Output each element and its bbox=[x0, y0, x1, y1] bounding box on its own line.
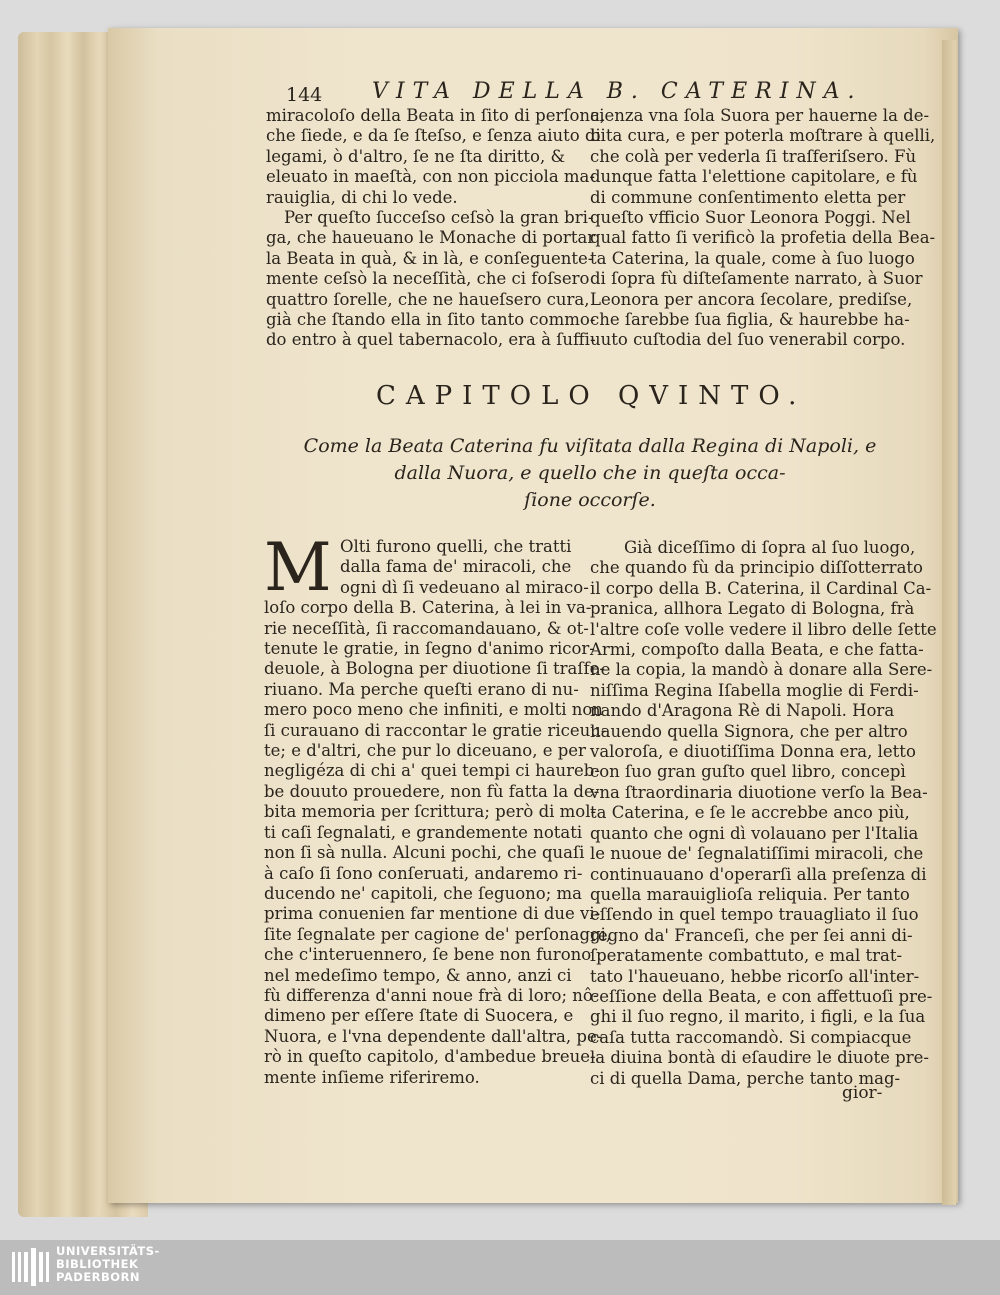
text-line: mero poco meno che infiniti, e molti non bbox=[264, 700, 603, 720]
text-line: la diuina bontà di eſaudire le diuote pre- bbox=[590, 1048, 929, 1068]
text-line: di commune conſentimento eletta per bbox=[590, 187, 906, 207]
text-line: legami, ò d'altro, ſe ne ſta diritto, & bbox=[266, 146, 566, 166]
library-name-line: PADERBORN bbox=[56, 1270, 141, 1284]
chapter-subtitle bbox=[270, 433, 910, 514]
text-line: regno da' Franceſi, che per ſei anni di- bbox=[590, 925, 913, 945]
top-left-column bbox=[266, 106, 606, 351]
text-line: niſſima Regina Iſabella moglie di Ferdi- bbox=[590, 680, 919, 700]
catchword: gior- bbox=[842, 1083, 883, 1103]
text-line: mente ceſsò la neceſſità, che ci foſsero bbox=[266, 269, 590, 289]
text-line: dalla fama de' miracoli, che bbox=[340, 557, 572, 577]
text-line: rauiglia, di chi lo vede. bbox=[266, 187, 458, 207]
top-right-column bbox=[590, 106, 936, 351]
text-line: mente inſieme riferiremo. bbox=[264, 1067, 480, 1087]
library-name-line: UNIVERSITÄTS- bbox=[56, 1244, 160, 1258]
text-line: rie neceſſità, ſi raccomandauano, & ot- bbox=[264, 618, 589, 638]
text-line: ſperatamente combattuto, e mal trat- bbox=[590, 946, 903, 966]
text-line: con ſuo gran guſto quel libro, concepì bbox=[590, 762, 906, 782]
text-line: ta Caterina, la quale, come à ſuo luogo bbox=[590, 248, 915, 268]
bottom-right-column bbox=[590, 538, 937, 1089]
book-gutter bbox=[942, 40, 956, 1205]
text-line: dimeno per eſſere ſtate di Suocera, e bbox=[264, 1006, 574, 1026]
text-line: nel medeſimo tempo, & anno, anzi ci bbox=[264, 965, 572, 985]
text-line: nando d'Aragona Rè di Napoli. Hora bbox=[590, 701, 895, 721]
text-line: ghi il ſuo regno, il marito, i figli, e la ſua bbox=[590, 1007, 926, 1027]
text-line: quella marauiglioſa reliquia. Per tanto bbox=[590, 884, 910, 904]
text-line: do entro à quel tabernacolo, era à ſuffi- bbox=[266, 330, 596, 350]
text-line: deuole, à Bologna per diuotione ſi traſfe- bbox=[264, 659, 605, 679]
subtitle-line: Come la Beata Caterina fu viſitata dalla Regina di Napoli, e bbox=[303, 435, 877, 457]
chapter-title: CAPITOLO QVINTO. bbox=[376, 381, 807, 411]
text-line: tato l'haueuano, hebbe ricorſo all'inter- bbox=[590, 966, 920, 986]
text-line: ſite ſegnalate per cagione de' perſonaggi, bbox=[264, 924, 612, 944]
text-line: che c'interuennero, ſe bene non furono bbox=[264, 945, 592, 965]
text-line: Per queſto ſucceſso ceſsò la gran bri- bbox=[284, 208, 594, 228]
text-line: Armi, compoſto dalla Beata, e che fatta- bbox=[590, 640, 924, 660]
text-line: le nuoue de' ſegnalatiſſimi miracoli, che bbox=[590, 844, 924, 864]
library-footer bbox=[0, 1240, 1000, 1295]
text-line: loſo corpo della B. Caterina, à lei in va- bbox=[264, 598, 592, 618]
text-line: ga, che haueuano le Monache di portar bbox=[266, 228, 596, 248]
text-line: ne la copia, la mandò à donare alla Sere- bbox=[590, 660, 933, 680]
text-line: qual fatto ſi verificò la profetia della Bea- bbox=[590, 228, 936, 248]
text-line: Leonora per ancora ſecolare, prediſse, bbox=[590, 289, 913, 309]
text-line: queſto vfficio Suor Leonora Poggi. Nel bbox=[590, 208, 911, 228]
text-line: be douuto prouedere, non fù fatta la de- bbox=[264, 781, 600, 801]
text-line: Olti furono quelli, che tratti bbox=[340, 537, 572, 556]
text-line: caſa tutta raccomandò. Si compiacque bbox=[590, 1027, 912, 1047]
text-line: miracoloſo della Beata in ſito di perſona, bbox=[266, 106, 606, 125]
text-line: di ſopra fù diſteſamente narrato, à Suor bbox=[590, 269, 923, 289]
text-line: te; e d'altri, che pur lo diceuano, e per bbox=[264, 741, 586, 761]
text-line: quanto che ogni dì volauano per l'Italia bbox=[590, 823, 919, 843]
text-line: la Beata in quà, & in là, e conſeguente- bbox=[266, 248, 594, 268]
text-line: ti caſi ſegnalati, e grandemente notati bbox=[264, 822, 583, 842]
text-line: che colà per vederla ſi traſferiſsero. Fù bbox=[590, 146, 917, 166]
text-line: negligéza di chi a' quei tempi ci haureb- bbox=[264, 761, 600, 781]
text-line: ta Caterina, e ſe le accrebbe anco più, bbox=[590, 803, 910, 823]
text-line: cienza vna ſola Suora per hauerne la de- bbox=[590, 106, 930, 125]
text-line: pranica, allhora Legato di Bologna, frà bbox=[590, 599, 915, 619]
subtitle-line: dalla Nuora, e quello che in queſta occa- bbox=[394, 462, 786, 484]
library-logo-icon bbox=[12, 1248, 52, 1286]
text-line: Già diceſſimo di ſopra al ſuo luogo, bbox=[624, 538, 916, 557]
page-number: 144 bbox=[286, 84, 323, 106]
text-line: che ſiede, e da ſe ſteſso, e ſenza aiuto di bbox=[266, 126, 601, 146]
text-line: bita cura, e per poterla moſtrare à quelli, bbox=[590, 126, 936, 146]
text-line: à caſo ſi ſono conſeruati, andaremo ri- bbox=[264, 863, 583, 883]
bottom-left-column bbox=[264, 529, 612, 1088]
text-line: quattro ſorelle, che ne haueſsero cura, bbox=[266, 289, 590, 309]
subtitle-line: ſione occorſe. bbox=[524, 489, 656, 511]
text-line: che quando fù da principio diſſotterrato bbox=[590, 558, 923, 578]
text-line: che ſarebbe ſua figlia, & haurebbe ha- bbox=[590, 310, 910, 330]
text-line: uuto cuſtodia del ſuo venerabil corpo. bbox=[590, 330, 906, 350]
library-name-line: BIBLIOTHEK bbox=[56, 1257, 139, 1271]
text-line: vna ſtraordinaria diuotione verſo la Bea- bbox=[590, 782, 928, 802]
text-line: eleuato in maeſtà, con non picciola ma- bbox=[266, 167, 595, 187]
text-line: il corpo della B. Caterina, il Cardinal Ca- bbox=[590, 578, 932, 598]
text-line: valoroſa, e diuotiſſima Donna era, letto bbox=[590, 742, 916, 762]
text-line: l'altre coſe volle vedere il libro delle ſette bbox=[590, 619, 937, 639]
text-line: ſi curauano di raccontar le gratie riceuu- bbox=[264, 720, 607, 740]
text-line: già che ſtando ella in ſito tanto commo- bbox=[266, 310, 596, 330]
text-line: dunque fatta l'elettione capitolare, e fù bbox=[590, 167, 918, 187]
text-line: ceſſione della Beata, e con affettuoſi pre- bbox=[590, 986, 933, 1006]
running-title: VITA DELLA B. CATERINA. bbox=[372, 79, 863, 104]
text-line: ci di quella Dama, perche tanto mag- bbox=[590, 1068, 901, 1088]
text-line: prima conuenien far mentione di due vi- bbox=[264, 904, 601, 924]
text-line: rò in queſto capitolo, d'ambedue breue- bbox=[264, 1047, 596, 1067]
text-line: bita memoria per ſcrittura; però di mol- bbox=[264, 802, 597, 822]
text-line: continuauano d'operarſi alla preſenza di bbox=[590, 864, 927, 884]
text-line: ogni dì ſi vedeuano al miraco- bbox=[340, 577, 589, 597]
text-line: ducendo ne' capitoli, che ſeguono; ma bbox=[264, 883, 582, 903]
text-line: non ſi sà nulla. Alcuni pochi, che quaſi bbox=[264, 843, 585, 863]
text-line: Nuora, e l'vna dependente dall'altra, pe- bbox=[264, 1026, 603, 1046]
text-line: tenute le gratie, in ſegno d'animo ricor- bbox=[264, 639, 595, 659]
text-line: eſſendo in quel tempo trauagliato il ſuo bbox=[590, 905, 919, 925]
text-line: riuano. Ma perche queſti erano di nu- bbox=[264, 679, 579, 699]
drop-cap: M bbox=[264, 529, 332, 606]
text-line: hauendo quella Signora, che per altro bbox=[590, 721, 908, 741]
text-line: fù differenza d'anni noue frà di loro; nô- bbox=[264, 985, 599, 1005]
library-name bbox=[56, 1245, 160, 1284]
